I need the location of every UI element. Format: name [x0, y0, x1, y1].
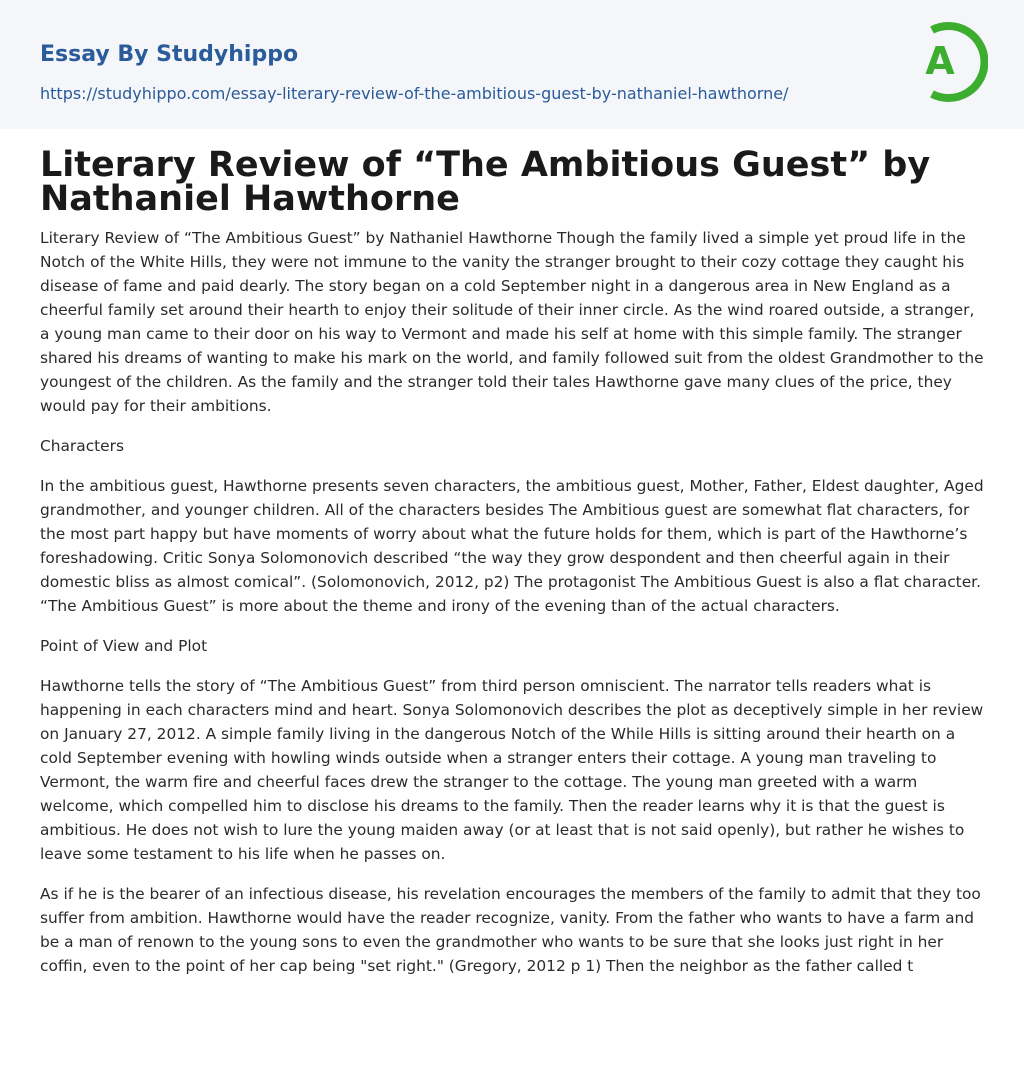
section-heading-point-of-view: Point of View and Plot [40, 637, 208, 655]
paragraph-ambition: As if he is the bearer of an infectious disease, his revelation encourages the members of the family to admit that they too suffer from ambition. Hawthorne would have the reader recognize, vanity. From the father who wants to have a farm and be a man of renown to the young sons to even the grandmother who wants to be sure that she looks just right in her coffin, even to the point of her cap being "set right." (Gregory, 2012 p 1) Then the neighbor as the father called t [40, 885, 981, 975]
paragraph-plot: Hawthorne tells the story of “The Ambitious Guest” from third person omniscient. The narrator tells readers what is happening in each characters mind and heart. Sonya Solomonovich describes the plot as deceptively simple in her review on January 27, 2012. A simple family living in the dangerous Notch of the While Hills is sitting around their hearth on a cold September evening with howling winds outside when a stranger enters their cottage. A young man traveling to Vermont, the warm fire and cheerful faces drew the stranger to the cottage. The young man greeted with a warm welcome, which compelled him to disclose his dreams to the family. Then the reader learns why it is that the guest is ambitious. He does not wish to lure the young maiden away (or at least that is not said openly), but rather he wishes to leave some testament to his life when he passes on. [40, 677, 984, 863]
section-heading-characters: Characters [40, 437, 125, 455]
studyhippo-logo-icon[interactable] [910, 18, 988, 106]
site-title[interactable]: Essay By Studyhippo [40, 42, 299, 67]
logo-letter: A [925, 39, 955, 83]
site-header [0, 0, 1024, 129]
article [40, 145, 988, 994]
paragraph-characters: In the ambitious guest, Hawthorne presents seven characters, the ambitious guest, Mother, Father, Eldest daughter, Aged grandmother, and younger children. All of the characters besides The Ambitious guest are somewhat flat characters, for the most part happy but have moments of worry about what the future holds for them, which is part of the Hawthorne’s foreshadowing. Critic Sonya Solomonovich described “the way they grow despondent and then cheerful again in their domestic bliss as almost comical”. (Solomonovich, 2012, p2) The protagonist The Ambitious Guest is also a flat character. “The Ambitious Guest” is more about the theme and irony of the evening than of the actual characters. [40, 477, 984, 615]
paragraph-intro: Literary Review of “The Ambitious Guest” by Nathaniel Hawthorne Though the family lived a simple yet proud life in the Notch of the White Hills, they were not immune to the vanity the stranger brought to their cozy cottage they caught his disease of fame and paid dearly. The story began on a cold September night in a dangerous area in New England as a cheerful family set around their hearth to enjoy their solitude of their inner circle. As the wind roared outside, a stranger, a young man came to their door on his way to Vermont and made his self at home with this simple family. The stranger shared his dreams of wanting to make his mark on the world, and family followed suit from the oldest Grandmother to the youngest of the children. As the family and the stranger told their tales Hawthorne gave many clues of the price, they would pay for their ambitions. [40, 229, 984, 415]
essay-url-link[interactable]: https://studyhippo.com/essay-literary-review-of-the-ambitious-guest-by-nathaniel-hawthorne/ [40, 84, 789, 103]
article-title: Literary Review of “The Ambitious Guest” by Nathaniel Hawthorne [40, 145, 931, 219]
